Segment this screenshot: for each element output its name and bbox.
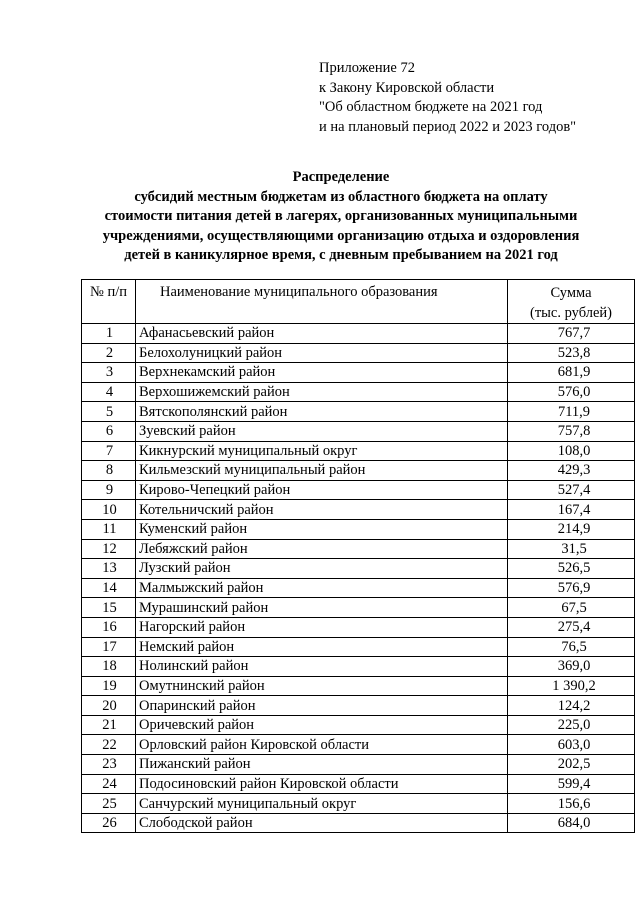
row-name: Вятскополянский район — [136, 402, 508, 422]
row-name: Слободской район — [136, 813, 508, 833]
row-name: Подосиновский район Кировской области — [136, 774, 508, 794]
header-number: № п/п — [82, 280, 136, 324]
row-name: Верхнекамский район — [136, 363, 508, 383]
row-sum: 1 390,2 — [508, 676, 635, 696]
table-row — [82, 480, 635, 500]
row-name: Кикнурский муниципальный округ — [136, 441, 508, 461]
row-number: 9 — [82, 480, 136, 500]
row-name: Санчурский муниципальный округ — [136, 794, 508, 814]
row-sum: 429,3 — [508, 461, 635, 481]
row-name: Омутнинский район — [136, 676, 508, 696]
row-number: 1 — [82, 324, 136, 344]
row-sum: 599,4 — [508, 774, 635, 794]
row-number: 13 — [82, 559, 136, 579]
row-sum: 711,9 — [508, 402, 635, 422]
row-sum: 214,9 — [508, 519, 635, 539]
row-name: Пижанский район — [136, 755, 508, 775]
row-number: 12 — [82, 539, 136, 559]
row-number: 15 — [82, 598, 136, 618]
row-number: 22 — [82, 735, 136, 755]
row-number: 25 — [82, 794, 136, 814]
document-heading — [40, 168, 640, 266]
row-number: 26 — [82, 813, 136, 833]
appendix-note — [319, 59, 576, 137]
row-number: 8 — [82, 461, 136, 481]
row-sum: 275,4 — [508, 617, 635, 637]
row-number: 16 — [82, 617, 136, 637]
row-number: 3 — [82, 363, 136, 383]
row-name: Орловский район Кировской области — [136, 735, 508, 755]
heading-line: субсидий местным бюджетам из областного бюджета на оплату — [134, 188, 548, 205]
appendix-line: "Об областном бюджете на 2021 год — [319, 99, 543, 115]
row-number: 24 — [82, 774, 136, 794]
header-name: Наименование муниципального образования — [136, 280, 508, 324]
subsidy-table — [81, 279, 635, 833]
table-row — [82, 657, 635, 677]
row-sum: 202,5 — [508, 755, 635, 775]
table-row — [82, 382, 635, 402]
table-row — [82, 421, 635, 441]
appendix-line: и на плановый период 2022 и 2023 годов" — [319, 118, 577, 135]
row-number: 4 — [82, 382, 136, 402]
row-sum: 576,9 — [508, 578, 635, 598]
table-row — [82, 794, 635, 814]
table-row — [82, 813, 635, 833]
row-number: 7 — [82, 441, 136, 461]
row-name: Оричевский район — [136, 715, 508, 735]
heading-line: стоимости питания детей в лагерях, организованных муниципальными — [104, 208, 578, 224]
appendix-line: к Закону Кировской области — [319, 79, 495, 96]
table-row — [82, 617, 635, 637]
row-name: Мурашинский район — [136, 598, 508, 618]
row-sum: 526,5 — [508, 559, 635, 579]
table-row — [82, 539, 635, 559]
row-sum: 167,4 — [508, 500, 635, 520]
table-row — [82, 519, 635, 539]
row-number: 17 — [82, 637, 136, 657]
row-name: Кирово-Чепецкий район — [136, 480, 508, 500]
appendix-line: Приложение 72 — [319, 60, 415, 76]
table-row — [82, 735, 635, 755]
row-sum: 225,0 — [508, 715, 635, 735]
row-number: 20 — [82, 696, 136, 716]
row-number: 10 — [82, 500, 136, 520]
table-row — [82, 559, 635, 579]
row-number: 2 — [82, 343, 136, 363]
row-name: Лебяжский район — [136, 539, 508, 559]
table-row — [82, 441, 635, 461]
row-name: Нолинский район — [136, 657, 508, 677]
row-name: Малмыжский район — [136, 578, 508, 598]
table-row — [82, 637, 635, 657]
row-name: Верхошижемский район — [136, 382, 508, 402]
table-body — [82, 324, 635, 833]
table-row — [82, 696, 635, 716]
header-sum — [508, 280, 635, 324]
row-sum: 757,8 — [508, 421, 635, 441]
row-sum: 108,0 — [508, 441, 635, 461]
table-row — [82, 755, 635, 775]
row-sum: 124,2 — [508, 696, 635, 716]
row-sum: 603,0 — [508, 735, 635, 755]
table-row — [82, 598, 635, 618]
row-sum: 576,0 — [508, 382, 635, 402]
table-row — [82, 461, 635, 481]
row-name: Котельничский район — [136, 500, 508, 520]
table-row — [82, 324, 635, 344]
row-name: Лузский район — [136, 559, 508, 579]
row-sum: 76,5 — [508, 637, 635, 657]
row-name: Афанасьевский район — [136, 324, 508, 344]
row-sum: 527,4 — [508, 480, 635, 500]
row-sum: 67,5 — [508, 598, 635, 618]
row-number: 21 — [82, 715, 136, 735]
heading-line: учреждениями, осуществляющими организацию отдыха и оздоровления — [102, 227, 580, 244]
row-sum: 369,0 — [508, 657, 635, 677]
row-number: 19 — [82, 676, 136, 696]
table-row — [82, 578, 635, 598]
heading-line: Распределение — [292, 169, 390, 185]
table-row — [82, 715, 635, 735]
row-sum: 684,0 — [508, 813, 635, 833]
table-row — [82, 676, 635, 696]
row-name: Зуевский район — [136, 421, 508, 441]
row-sum: 681,9 — [508, 363, 635, 383]
row-sum: 767,7 — [508, 324, 635, 344]
table-row — [82, 774, 635, 794]
header-sum-unit: (тыс. рублей) — [530, 305, 612, 321]
heading-line: детей в каникулярное время, с дневным пребыванием на 2021 год — [124, 247, 558, 263]
row-sum: 156,6 — [508, 794, 635, 814]
row-name: Нагорский район — [136, 617, 508, 637]
row-name: Белохолуницкий район — [136, 343, 508, 363]
row-number: 5 — [82, 402, 136, 422]
row-number: 6 — [82, 421, 136, 441]
table-header-row — [82, 280, 635, 324]
row-number: 14 — [82, 578, 136, 598]
row-sum: 31,5 — [508, 539, 635, 559]
table-row — [82, 500, 635, 520]
row-name: Опаринский район — [136, 696, 508, 716]
header-sum-title: Сумма — [550, 285, 592, 301]
row-number: 11 — [82, 519, 136, 539]
row-name: Куменский район — [136, 519, 508, 539]
row-number: 23 — [82, 755, 136, 775]
table-row — [82, 402, 635, 422]
row-sum: 523,8 — [508, 343, 635, 363]
table-row — [82, 363, 635, 383]
row-name: Немский район — [136, 637, 508, 657]
row-name: Кильмезский муниципальный район — [136, 461, 508, 481]
table-row — [82, 343, 635, 363]
row-number: 18 — [82, 657, 136, 677]
